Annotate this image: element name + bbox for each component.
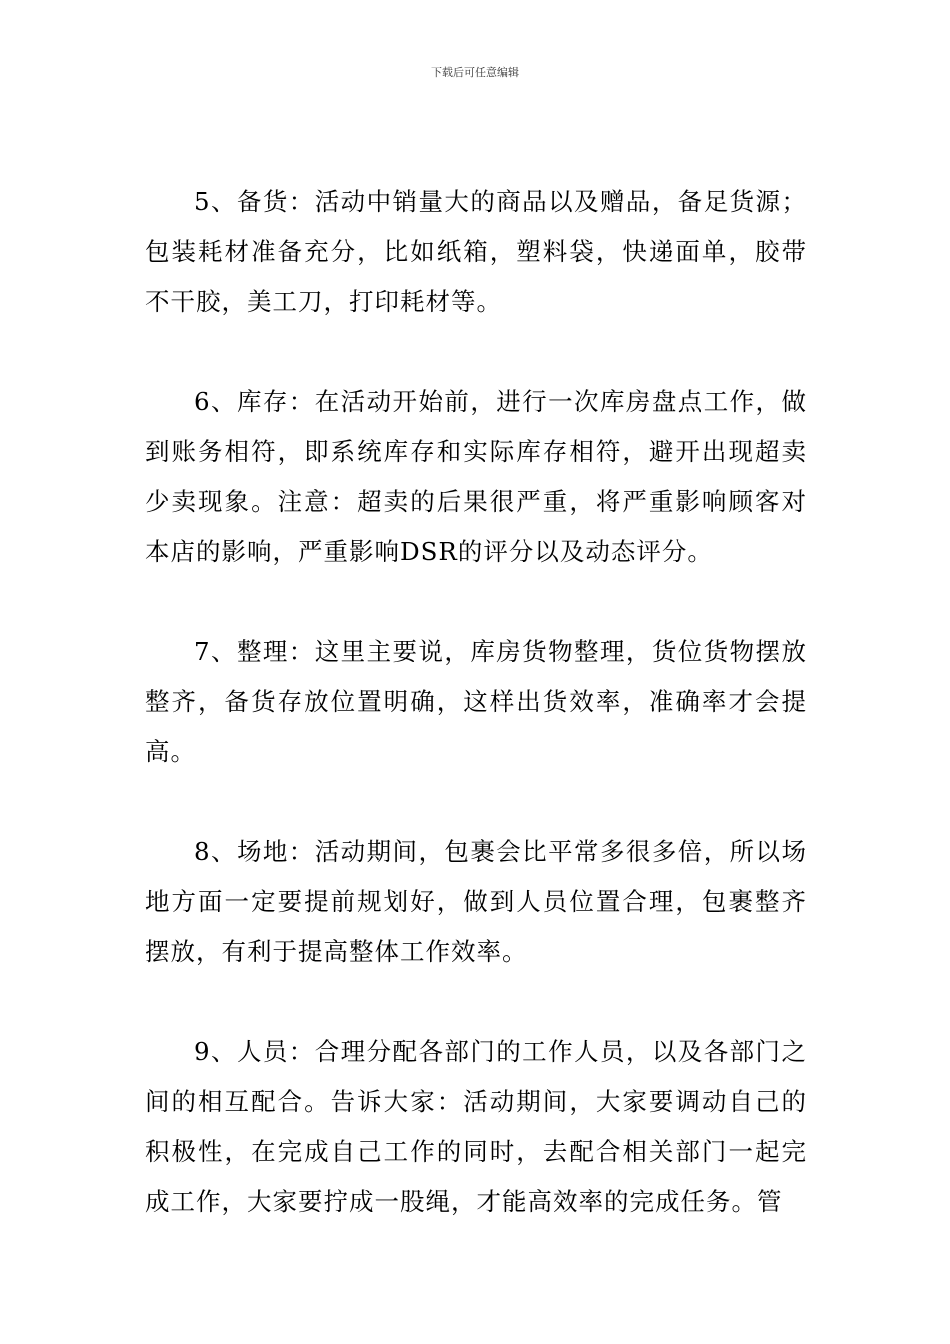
- paragraph-organizing: 7、整理：这里主要说，库房货物整理，货位货物摆放整齐，备货存放位置明确，这样出货效率，准确率才会提高。: [145, 637, 807, 766]
- paragraph-staff: 9、人员：合理分配各部门的工作人员，以及各部门之间的相互配合。告诉大家：活动期间，大家要调动自己的积极性，在完成自己工作的同时，去配合相关部门一起完成工作，大家要拧成一股绳，才能高效率的完成任务。管: [145, 1037, 807, 1216]
- document-body: [145, 177, 807, 1277]
- paragraph-inventory: 6、库存：在活动开始前，进行一次库房盘点工作，做到账务相符，即系统库存和实际库存相符，避开出现超卖少卖现象。注意：超卖的后果很严重，将严重影响顾客对本店的影响，严重影响DSR的评分以及动态评分。: [145, 387, 807, 566]
- paragraph-stocking: 5、备货：活动中销量大的商品以及赠品，备足货源；包装耗材准备充分，比如纸箱，塑料袋，快递面单，胶带不干胶，美工刀，打印耗材等。: [145, 187, 807, 316]
- header-note: 下载后可任意编辑: [431, 66, 519, 79]
- paragraph-venue: 8、场地：活动期间，包裹会比平常多很多倍，所以场地方面一定要提前规划好，做到人员位置合理，包裹整齐摆放，有利于提高整体工作效率。: [145, 837, 807, 966]
